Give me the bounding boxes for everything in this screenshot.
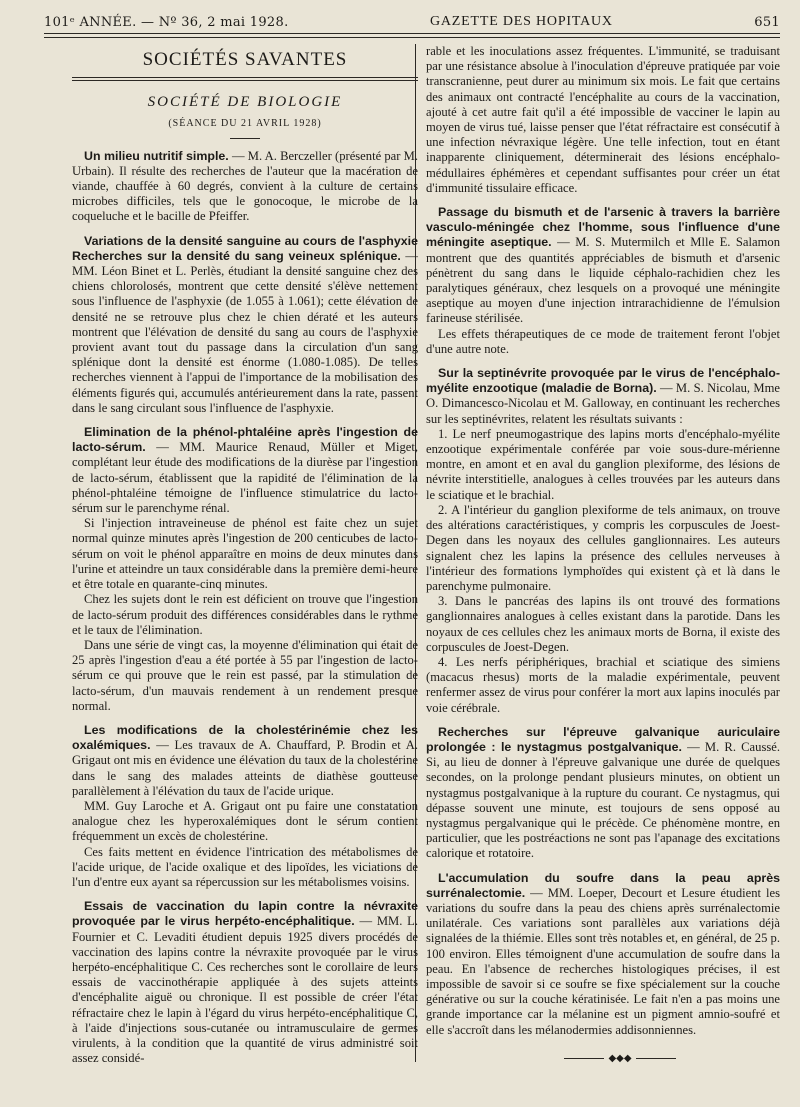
- article-title: Un milieu nutritif simple.: [84, 148, 229, 163]
- page-number: 651: [754, 15, 780, 30]
- article-soufre-peau: [426, 871, 780, 1038]
- article-paragraph: Dans une série de vingt cas, la moyenne d'élimination qui était de 25 après l'ingestion d'eau a été portée à 55 par l'ingestion de lacto-sérum ce qui prouve que le rein est passé, par la stimulation de lacto-sérum, d'un mauvais rendement à un rendement presque normal.: [72, 637, 418, 713]
- article-paragraph: 4. Les nerfs périphériques, brachial et sciatique des simiens (macacus rhesus) morts de la maladie expérimentale, peuvent renfermer assez de virus pour conférer la mort aux lapins inoculés par voie cérébrale.: [426, 654, 780, 715]
- right-column: [426, 44, 780, 1047]
- society-name: SOCIÉTÉ DE BIOLOGIE: [147, 94, 343, 111]
- article-title: Recherches sur l'épreuve galvanique auriculaire prolongée : le nystagmus postgalvanique.: [426, 724, 780, 754]
- article-vaccination-lapin-cont: [426, 44, 780, 196]
- seance-date: (SÉANCE DU 21 AVRIL 1928): [168, 118, 322, 130]
- section-title: SOCIÉTÉS SAVANTES: [142, 49, 348, 70]
- article-vaccination-lapin: [72, 899, 418, 1066]
- article-cholesterinemie: [72, 723, 418, 890]
- header-rule: [44, 33, 780, 34]
- article-milieu-nutritif: [72, 149, 418, 225]
- journal-name: GAZETTE DES HOPITAUX: [429, 14, 613, 29]
- article-paragraph: Ces faits mettent en évidence l'intrication des métabolismes de l'acide urique, de l'acide oxalique et des lipoïdes, les viciations de l'un d'entre eux ayant sa répercussion sur les métabolismes voisins.: [72, 844, 418, 889]
- article-title: Passage du bismuth et de l'arsenic à travers la barrière vasculo-méningée chez l'homme, sous l'influence d'une méningite aseptique.: [426, 205, 780, 250]
- article-phenol-phtaleine: [72, 425, 418, 714]
- article-body: — Les travaux de A. Chauffard, P. Brodin et A. Grigaut ont mis en évidence une élévation du taux de la cholestérine dans le sang des malades atteints de diathèse goutteuse parallèlement à l'élévation du taux de l'acide urique.: [72, 738, 418, 798]
- running-header: [44, 6, 780, 30]
- article-title: Elimination de la phénol-phtaléine après l'ingestion de lacto-sérum.: [72, 425, 418, 455]
- left-column: [72, 44, 418, 1075]
- issue-info: 101ᵉ ANNÉE. — Nº 36, 2 mai 1928.: [44, 15, 289, 30]
- article-title: L'accumulation du soufre dans la peau après surrénalectomie.: [426, 870, 780, 900]
- article-body: — M. S. Nicolau, Mme O. Dimancesco-Nicolau et M. Galloway, en continuant les recherches sur les septinévrites, relatent les résultats suivants :: [426, 381, 780, 426]
- article-body: — MM. L. Fournier et C. Levaditi étudient depuis 1925 divers procédés de vaccination des lapins contre la névraxite provoquée par le virus herpéto-encéphalitique C. Ces recherches sont le corollaire de leurs essais de vaccinothérapie appliquée à des sujets atteints d'encéphalite aiguë ou chronique. Il est possible de créer l'état réfractaire chez le lapin à l'égard du virus herpéto-encéphalitique C, à l'aide d'injections sous-cutanée ou intramusculaire de germes virulents, à la condition que la quantité de virus administré soit assez considé-: [72, 914, 418, 1066]
- article-densite-sanguine: [72, 234, 418, 416]
- article-bismuth-arsenic: [426, 205, 780, 357]
- article-body: — MM. Maurice Renaud, Müller et Miget, complétant leur étude des modifications de la diurèse par l'ingestion de lacto-sérum, établissent que la rapidité de l'élimination de la phénol-phtaléine témoigne de l'influence stimulatrice du lacto-sérum sur le parenchyme rénal.: [72, 440, 418, 516]
- article-paragraph: 2. A l'intérieur du ganglion plexiforme de tels animaux, on trouve des altérations caractéristiques, y compris les corpuscules de Joest-Degen dans les noyaux des cellules ganglionnaires. Les auteurs signalent chez les lapins la présence des cellules nerveuses à l'intérieur des formations lymphoïdes qui existent çà et là dans le parenchyme pulmonaire.: [426, 502, 780, 593]
- article-title: Sur la septinévrite provoquée par le virus de l'encéphalo-myélite enzootique (maladie de Borna).: [426, 366, 780, 396]
- article-body: — M. S. Mutermilch et Mlle E. Salamon montrent que des quantités appréciables de bismuth et d'arsenic pénètrent du sang dans le liquide céphalo-rachidien chez les paralytiques généraux, chez lesquels on a provoqué une méningite aseptique au moyen d'une injection intrarachidienne de l'émulsion farineuse stérilisée.: [426, 235, 780, 326]
- article-title: Variations de la densité sanguine au cours de l'asphyxie Recherches sur la densité du sang veineux splénique.: [72, 233, 418, 263]
- article-title: Essais de vaccination du lapin contre la névraxite provoquée par le virus herpéto-encéphalitique.: [72, 899, 418, 929]
- article-body: — M. R. Caussé. Si, au lieu de donner à l'épreuve galvanique une durée de quelques secondes, on la prolonge pendant plusieurs minutes, on obtient un nystagmus postgalvanique à la rupture du courant. Ce nystagmus, qui dépasse souvent une minute, est toujours de sens opposé au nystagmus pergalvanique qui le précède. Ce phénomène montre, en particulier, que les postréactions ne sont pas l'apanage des excitations calorique et rotatoire.: [426, 739, 780, 861]
- article-paragraph: MM. Guy Laroche et A. Grigaut ont pu faire une constatation analogue chez les hyperoxalémiques dont le sérum contient fréquemment un excès de cholestérine.: [72, 798, 418, 844]
- header-rule-thin: [44, 37, 780, 38]
- article-paragraph: 3. Dans le pancréas des lapins ils ont trouvé des formations ganglionnaires analogues à celles existant dans la parotide. Dans les noyaux de ces cellules chez les animaux morts de Borna, il existe des corpuscules de Joest-Degen.: [426, 594, 780, 654]
- article-body: — M. A. Berczeller (présenté par M. Urbain). Il résulte des recherches de l'auteur que la macération de viande, chauffée à 60 degrés, convient à la culture de certains microbes difficiles, tels que le gonocoque, le microbe de la coqueluche et le bacille de Pfeiffer.: [72, 148, 418, 224]
- short-rule: [230, 138, 260, 139]
- article-septinevrite: [426, 366, 780, 716]
- article-paragraph: Les effets thérapeutiques de ce mode de traitement feront l'objet d'une autre note.: [426, 326, 780, 356]
- end-ornament: ◆◆◆: [560, 1052, 680, 1064]
- article-body: — MM. Loeper, Decourt et Lesure étudient les variations du soufre dans la peau des chiens après surrénalectomie unilatérale. Ces variations sont parallèles aux variations déjà signalées de la thiémie. Elles sont très notables et, en général, de 25 p. 100 environ. Elles témoignent d'une accumulation de soufre dans la peau. En l'absence de recherches histologiques précises, il est impossible de savoir si ce soufre se fixe spécialement sur la couche générative ou sur la couche kératinisée. Le fait n'en a pas moins une grande importance car la mélanine est un pigment amnio-soufré et elle s'accroît dans les mélanodermies addisonniennes.: [426, 885, 780, 1037]
- article-paragraph: Si l'injection intraveineuse de phénol est faite chez un sujet normal quinze minutes après l'ingestion de 200 centicubes de lacto-sérum on voit le phénol apparaître en moins de deux minutes dans l'urine et atteindre un taux considérable dans la première demi-heure et être totale en quarante-cinq minutes.: [72, 516, 418, 592]
- article-paragraph: 1. Le nerf pneumogastrique des lapins morts d'encéphalo-myélite enzootique expérimentale conférée par voie sous-dure-mérienne montre, en amont et en aval du ganglion plexiforme, des lésions de névrite interstitielle, analogues à celles trouvées par les auteurs dans le sciatique et le brachial.: [426, 426, 780, 502]
- article-paragraph: rable et les inoculations assez fréquentes. L'immunité, se traduisant par une résistance absolue à l'inoculation d'épreuve pratiquée par voie transcranienne, peut durer au minimum six mois. Le fait que certains des animaux ont contracté l'encéphalite au cours de la vaccination, ajouté à cet autre fait qu'il a été impossible de vacciner le lapin au moyen de virus tué, laisse penser que l'état réfractaire est consécutif à une infection névraxique légère. Une telle infection, tout en étant inapparente cliniquement, déterminerait des lésions encéphalo-médullaires éphémères et cependant suffisantes pour créer un état d'immunité tissulaire efficace.: [426, 44, 780, 195]
- section-rule: [72, 77, 418, 81]
- article-title: Les modifications de la cholestérinémie chez les oxalémiques.: [72, 722, 418, 753]
- article-paragraph: Chez les sujets dont le rein est déficient on trouve que l'ingestion de lacto-sérum produit des différences considérables dans le rythme et le taux de l'élimination.: [72, 592, 418, 637]
- article-nystagmus: [426, 725, 780, 862]
- article-body: — MM. Léon Binet et L. Perlès, étudiant la densité sanguine chez des chiens chlorolosés, montrent que cette densité s'élève nettement sous l'influence de l'asphyxie (de 1.055 à 1.061); cette élévation de densité ne se retrouve plus chez le chien dératé et les auteurs montrent que l'élévation de densité du sang au cours de l'asphyxie provient avant tout du passage dans la circulation d'un sang splénique dont la densité est énorme (1.080-1.085). De telles recherches viennent à l'appui de l'importance de la mobilisation des éléments figurés qui, accumulés antérieurement dans la rate, passent dans le sang circulant sous l'influence de l'asphyxie.: [72, 248, 418, 415]
